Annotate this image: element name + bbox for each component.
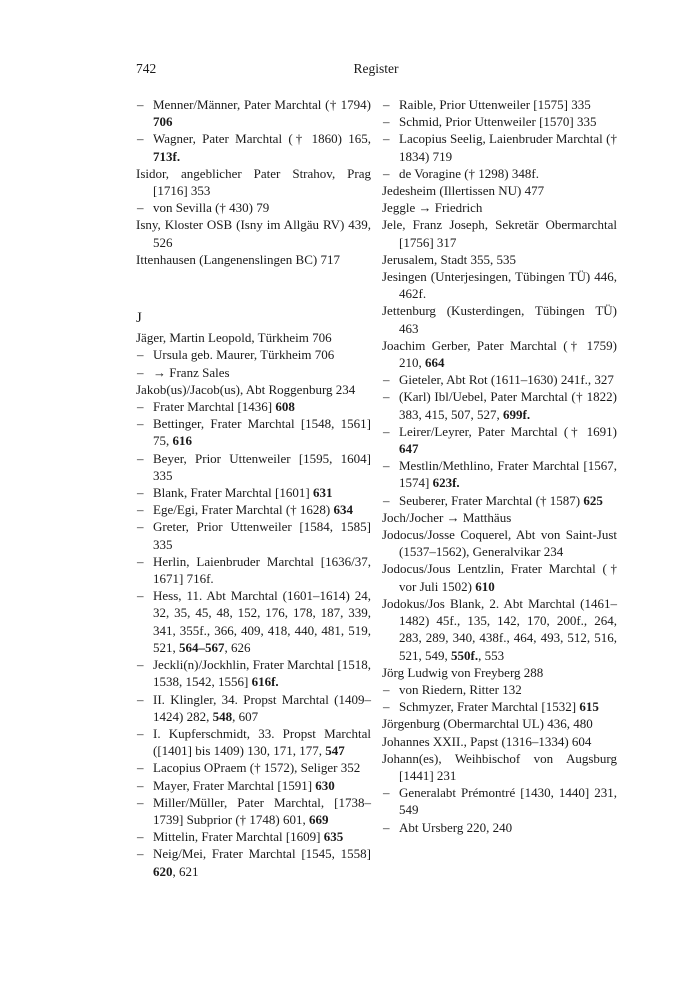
entry-text: Lacopius OPraem († 1572), Seliger 352 — [153, 760, 361, 776]
index-entry — [382, 595, 617, 664]
index-entry — [136, 165, 371, 199]
entry-text: Jäger, Martin Leopold, Türkheim 706 — [136, 330, 332, 346]
index-subentry — [136, 828, 371, 845]
entry-main-reference: 664 — [425, 355, 445, 371]
index-subentry — [136, 501, 371, 518]
index-subentry — [136, 130, 371, 164]
entry-main-reference: 616f. — [251, 674, 279, 690]
entry-main-reference: 615 — [579, 699, 599, 715]
index-subentry — [136, 845, 371, 879]
subentry-dash: – — [137, 399, 144, 415]
index-subentry — [136, 759, 371, 776]
subentry-dash: – — [137, 416, 144, 432]
entry-text: I. Kupferschmidt, 33. Propst Marchtal ([1401] bis 1409) 130, 171, 177, — [153, 725, 371, 759]
index-subentry — [136, 518, 371, 552]
entry-text: Schmyzer, Frater Marchtal [1532] — [399, 699, 580, 715]
index-column-left — [136, 96, 371, 880]
index-subentry — [136, 777, 371, 794]
index-entry — [382, 182, 617, 199]
entry-text: → Franz Sales — [153, 364, 230, 380]
subentry-dash: – — [383, 492, 390, 508]
subentry-dash: – — [137, 588, 144, 604]
entry-main-reference: 610 — [475, 578, 495, 594]
subentry-dash: – — [137, 777, 144, 793]
entry-main-reference: 634 — [333, 502, 353, 518]
index-subentry — [136, 553, 371, 587]
entry-text: Jörgenburg (Obermarchtal UL) 436, 480 — [382, 716, 593, 732]
subentry-dash: – — [383, 423, 390, 439]
entry-text: Jele, Franz Joseph, Sekretär Obermarchtal [1756] 317 — [382, 217, 617, 250]
index-subentry — [136, 587, 371, 656]
entry-text: Greter, Prior Uttenweiler [1584, 1585] 335 — [153, 519, 371, 552]
index-subentry — [136, 450, 371, 484]
entry-text: Joachim Gerber, Pater Marchtal († 1759) 210, — [382, 337, 617, 371]
entry-text: Ittenhausen (Langenenslingen BC) 717 — [136, 251, 340, 267]
entry-text: Miller/Müller, Pater Marchtal, [1738–1739] Subprior († 1748) 601, — [153, 794, 371, 827]
entry-text: Gieteler, Abt Rot (1611–1630) 241f., 327 — [399, 372, 614, 388]
entry-main-reference: 608 — [275, 399, 295, 415]
index-subentry — [136, 364, 371, 381]
index-subentry — [382, 371, 617, 388]
index-subentry — [382, 96, 617, 113]
subentry-dash: – — [137, 794, 144, 810]
index-entry — [382, 560, 617, 594]
running-head: Register — [353, 61, 399, 76]
entry-main-reference: 630 — [315, 777, 335, 793]
entry-text: Wagner, Pater Marchtal († 1860) 165, — [153, 131, 371, 147]
index-subentry — [382, 130, 617, 164]
subentry-dash: – — [383, 699, 390, 715]
index-column-right — [382, 96, 617, 836]
index-subentry — [136, 415, 371, 449]
entry-text: Hess, 11. Abt Marchtal (1601–1614) 24, 32, 35, 45, 48, 152, 176, 178, 187, 339, 341, 355f., 366, 409, 418, 440, 481, 519, 521, — [153, 588, 371, 655]
subentry-dash: – — [137, 657, 144, 673]
entry-main-reference: 620 — [153, 863, 173, 879]
subentry-dash: – — [383, 681, 390, 697]
index-entry — [382, 216, 617, 250]
entry-text: Raible, Prior Uttenweiler [1575] 335 — [399, 97, 591, 112]
index-subentry — [382, 698, 617, 715]
entry-text: Johannes XXII., Papst (1316–1334) 604 — [382, 733, 592, 749]
subentry-dash: – — [137, 725, 144, 741]
page-number: 742 — [136, 61, 157, 76]
entry-text: Isidor, angeblicher Pater Strahov, Prag [1716] 353 — [136, 165, 371, 199]
subentry-dash: – — [137, 347, 144, 363]
index-subentry — [136, 656, 371, 690]
index-entry — [382, 199, 617, 216]
entry-text: Jedesheim (Illertissen NU) 477 — [382, 183, 545, 199]
entry-text: Blank, Frater Marchtal [1601] — [153, 485, 313, 501]
entry-text: Jettenburg (Kusterdingen, Tübingen TÜ) 463 — [382, 303, 617, 336]
entry-text: von Riedern, Ritter 132 — [399, 681, 522, 697]
index-entry — [382, 251, 617, 268]
entry-main-reference: 635 — [323, 829, 344, 845]
index-subentry — [136, 484, 371, 501]
subentry-dash: – — [137, 131, 144, 147]
entry-text-after: , 626 — [224, 639, 251, 655]
index-subentry — [382, 113, 617, 130]
section-letter — [136, 310, 371, 327]
entry-main-reference: 699f. — [503, 406, 531, 422]
subentry-dash: – — [383, 458, 390, 474]
entry-text: Schmid, Prior Uttenweiler [1570] 335 — [399, 114, 597, 130]
entry-text: Frater Marchtal [1436] — [153, 399, 276, 415]
subentry-dash: – — [383, 372, 390, 388]
entry-text: Isny, Kloster OSB (Isny im Allgäu RV) 439, 526 — [136, 217, 371, 250]
index-entry — [382, 337, 617, 371]
entry-main-reference: 706 — [153, 114, 173, 130]
entry-text: Menner/Männer, Pater Marchtal († 1794) — [153, 97, 371, 112]
section-gap — [136, 268, 371, 304]
entry-main-reference: 669 — [309, 811, 329, 827]
entry-main-reference: 647 — [399, 441, 419, 457]
index-subentry — [136, 96, 371, 130]
subentry-dash: – — [137, 691, 144, 707]
entry-main-reference: 550f. — [451, 647, 479, 663]
index-entry — [382, 733, 617, 750]
entry-text: Jeggle → Friedrich — [382, 200, 483, 216]
entry-main-reference: 616 — [172, 433, 192, 449]
entry-text: von Sevilla († 430) 79 — [153, 200, 270, 216]
index-subentry — [382, 819, 617, 836]
entry-text: Mestlin/Methlino, Frater Marchtal [1567, 1574] — [399, 458, 617, 491]
subentry-dash: – — [383, 785, 390, 801]
subentry-dash: – — [383, 97, 390, 112]
subentry-dash: – — [137, 450, 144, 466]
index-entry — [136, 381, 371, 398]
index-entry — [382, 750, 617, 784]
index-subentry — [136, 398, 371, 415]
entry-text: Leirer/Leyrer, Pater Marchtal († 1691) — [399, 423, 617, 439]
entry-text: Seuberer, Frater Marchtal († 1587) — [399, 492, 584, 508]
entry-main-reference: 625 — [583, 492, 603, 508]
index-subentry — [382, 492, 617, 509]
entry-text: Jerusalem, Stadt 355, 535 — [382, 251, 516, 267]
subentry-dash: – — [383, 114, 390, 130]
index-subentry — [382, 165, 617, 182]
entry-text: Ege/Egi, Frater Marchtal († 1628) — [153, 502, 334, 518]
entry-text: Lacopius Seelig, Laienbruder Marchtal († 1834) 719 — [399, 131, 617, 164]
entry-text: Jakob(us)/Jacob(us), Abt Roggenburg 234 — [136, 381, 356, 397]
subentry-dash: – — [137, 846, 144, 862]
entry-text: Beyer, Prior Uttenweiler [1595, 1604] 335 — [153, 450, 371, 483]
entry-main-reference: 564–567 — [179, 639, 225, 655]
entry-main-reference: 631 — [312, 485, 333, 501]
entry-text: Jodocus/Josse Coquerel, Abt von Saint-Just (1537–1562), Generalvikar 234 — [382, 527, 617, 560]
entry-text: Generalabt Prémontré [1430, 1440] 231, 549 — [399, 785, 617, 818]
index-entry — [136, 216, 371, 250]
index-entry — [382, 509, 617, 526]
index-subentry — [136, 199, 371, 216]
index-subentry — [382, 457, 617, 491]
index-entry — [382, 526, 617, 560]
entry-text-after: , 607 — [232, 708, 259, 724]
index-subentry — [136, 725, 371, 759]
subentry-dash: – — [383, 165, 390, 181]
index-entry — [382, 302, 617, 336]
subentry-dash: – — [383, 819, 390, 835]
index-subentry — [382, 388, 617, 422]
entry-text: Bettinger, Frater Marchtal [1548, 1561] 75, — [153, 416, 371, 449]
index-subentry — [136, 691, 371, 725]
index-subentry — [136, 794, 371, 828]
entry-main-reference: 548 — [212, 708, 233, 724]
page-header — [136, 61, 616, 83]
entry-text: Neig/Mei, Frater Marchtal [1545, 1558] — [153, 846, 371, 862]
subentry-dash: – — [137, 485, 144, 501]
entry-text-after: , 621 — [172, 863, 199, 879]
subentry-dash: – — [137, 97, 144, 112]
subentry-dash: – — [137, 502, 144, 518]
entry-text: Jeckli(n)/Jockhlin, Frater Marchtal [1518, 1538, 1542, 1556] — [153, 657, 371, 690]
index-entry — [382, 268, 617, 302]
subentry-dash: – — [137, 553, 144, 569]
entry-main-reference: 547 — [325, 743, 345, 759]
index-entry — [136, 251, 371, 268]
entry-text-after: , 553 — [478, 647, 505, 663]
index-entry — [382, 715, 617, 732]
entry-text: Ursula geb. Maurer, Türkheim 706 — [153, 347, 335, 363]
entry-text: Jodocus/Jous Lentzlin, Frater Marchtal († vor Juli 1502) — [382, 561, 617, 594]
entry-text: II. Klingler, 34. Propst Marchtal (1409–1424) 282, — [153, 691, 371, 724]
subentry-dash: – — [137, 829, 144, 845]
entry-main-reference: 623f. — [432, 475, 460, 491]
subentry-dash: – — [137, 200, 144, 216]
entry-text: (Karl) Ibl/Uebel, Pater Marchtal († 1822) 383, 415, 507, 527, — [399, 389, 617, 422]
entry-text: Herlin, Laienbruder Marchtal [1636/37, 1671] 716f. — [153, 553, 371, 587]
index-subentry — [136, 346, 371, 363]
entry-text: Mittelin, Frater Marchtal [1609] — [153, 829, 324, 845]
index-entry — [382, 664, 617, 681]
subentry-dash: – — [137, 760, 144, 776]
index-subentry — [382, 784, 617, 818]
subentry-dash: – — [137, 519, 144, 535]
subentry-dash: – — [383, 131, 390, 147]
subentry-dash: – — [383, 389, 390, 405]
index-subentry — [382, 681, 617, 698]
entry-text: Joch/Jocher → Matthäus — [382, 509, 512, 525]
index-entry — [136, 329, 371, 346]
entry-main-reference: 713f. — [153, 148, 181, 164]
entry-text: Jodokus/Jos Blank, 2. Abt Marchtal (1461–1482) 45f., 135, 142, 170, 200f., 264, 283, 289, 340, 438f., 464, 493, 512, 516, 521, 549, — [382, 595, 617, 663]
entry-text: de Voragine († 1298) 348f. — [399, 165, 539, 181]
index-subentry — [382, 423, 617, 457]
subentry-dash: – — [137, 364, 144, 380]
entry-text: Mayer, Frater Marchtal [1591] — [153, 777, 316, 793]
entry-text: Jesingen (Unterjesingen, Tübingen TÜ) 446, 462f. — [382, 269, 617, 302]
entry-text: Abt Ursberg 220, 240 — [399, 819, 513, 835]
entry-text: J — [136, 310, 142, 327]
entry-text: Jörg Ludwig von Freyberg 288 — [382, 664, 544, 680]
entry-text: Johann(es), Weihbischof von Augsburg [1441] 231 — [382, 750, 617, 783]
